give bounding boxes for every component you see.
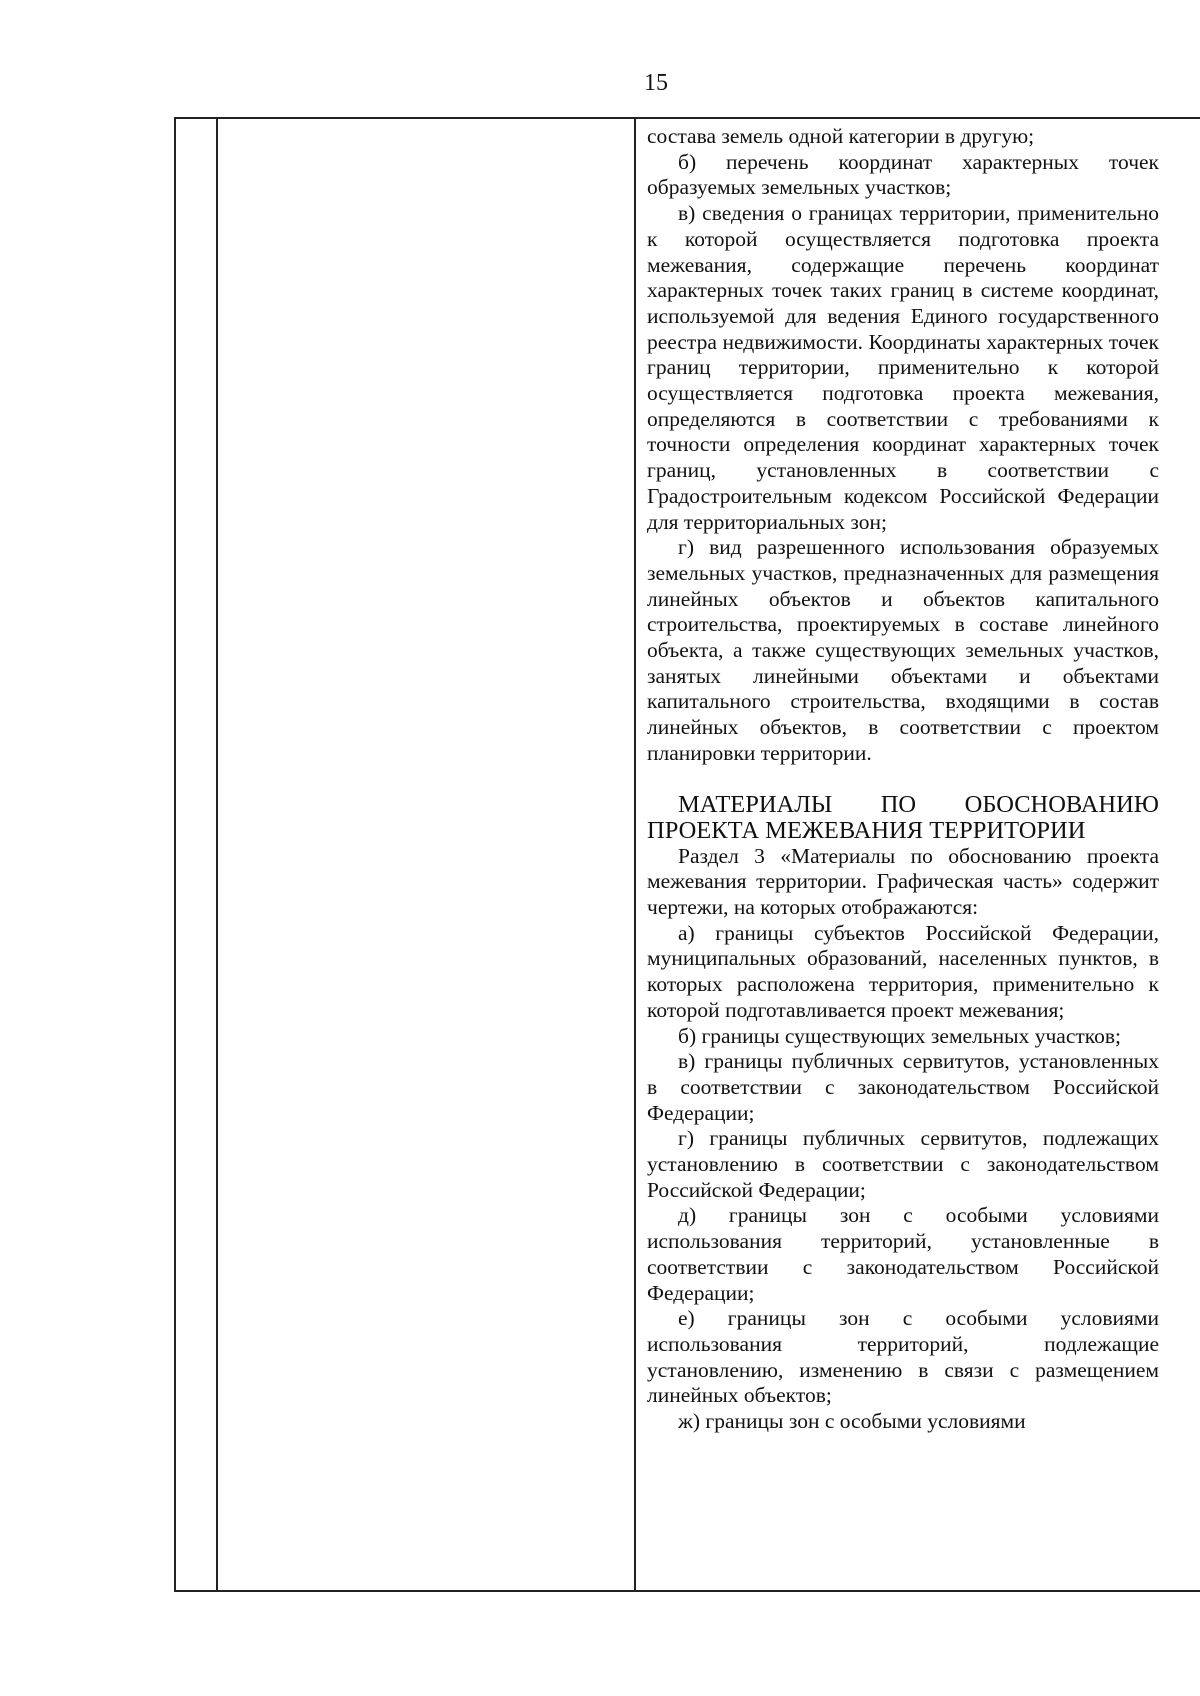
table-text-cell xyxy=(647,124,1159,1435)
paragraph-item-d: д) границы зон с особыми условиями использования территорий, установленные в соответствии с законодательством Российской Федерации; xyxy=(647,1203,1159,1305)
paragraph-continuation: состава земель одной категории в другую; xyxy=(647,124,1035,148)
paragraph-item-g2: г) границы публичных сервитутов, подлежащих установлению в соответствии с законодательством Российской Федерации; xyxy=(647,1126,1159,1202)
paragraph-item-b2: б) границы существующих земельных участков; xyxy=(678,1023,1121,1048)
paragraph-section-intro: Раздел 3 «Материалы по обоснованию проекта межевания территории. Графическая часть» содержит чертежи, на которых отображаются: xyxy=(647,843,1159,919)
section-heading: МАТЕРИАЛЫ ПО ОБОСНОВАНИЮ ПРОЕКТА МЕЖЕВАНИЯ ТЕРРИТОРИИ xyxy=(647,790,1159,844)
paragraph-item-v: в) сведения о границах территории, применительно к которой осуществляется подготовка проекта межевания, содержащие перечень координат характерных точек таких границ в системе координат, используемой для ведения Единого государственного реестра недвижимости. Координаты характерных точек границ территории, применительно к которой осуществляется подготовка проекта межевания, определяются в соответствии с требованиями к точности определения координат характерных точек границ, установленных в соответствии с Градостроительным кодексом Российской Федерации для территориальных зон; xyxy=(647,201,1159,534)
table-column-divider-1 xyxy=(216,119,218,1590)
table-column-divider-2 xyxy=(634,119,636,1590)
paragraph-item-e: е) границы зон с особыми условиями использования территорий, подлежащие установлению, изменению в связи с размещением линейных объектов; xyxy=(647,1306,1159,1408)
paragraph-item-v2: в) границы публичных сервитутов, установленных в соответствии с законодательством Российской Федерации; xyxy=(647,1049,1159,1125)
paragraph-item-a: а) границы субъектов Российской Федерации, муниципальных образований, населенных пунктов, в которых расположена территория, применительно к которой подготавливается проект межевания; xyxy=(647,920,1159,1022)
paragraph-item-g: г) вид разрешенного использования образуемых земельных участков, предназначенных для размещения линейных объектов и объектов капитального строительства, проектируемых в составе линейного объекта, а также существующих земельных участков, занятых линейными объектами и объектами капитального строительства, входящими в состав линейных объектов, в соответствии с проектом планировки территории. xyxy=(647,535,1159,765)
document-table xyxy=(174,117,1200,1592)
paragraph-item-b: б) перечень координат характерных точек образуемых земельных участков; xyxy=(647,149,1159,200)
page-number: 15 xyxy=(644,70,668,96)
paragraph-item-zh: ж) границы зон с особыми условиями xyxy=(678,1409,1026,1434)
